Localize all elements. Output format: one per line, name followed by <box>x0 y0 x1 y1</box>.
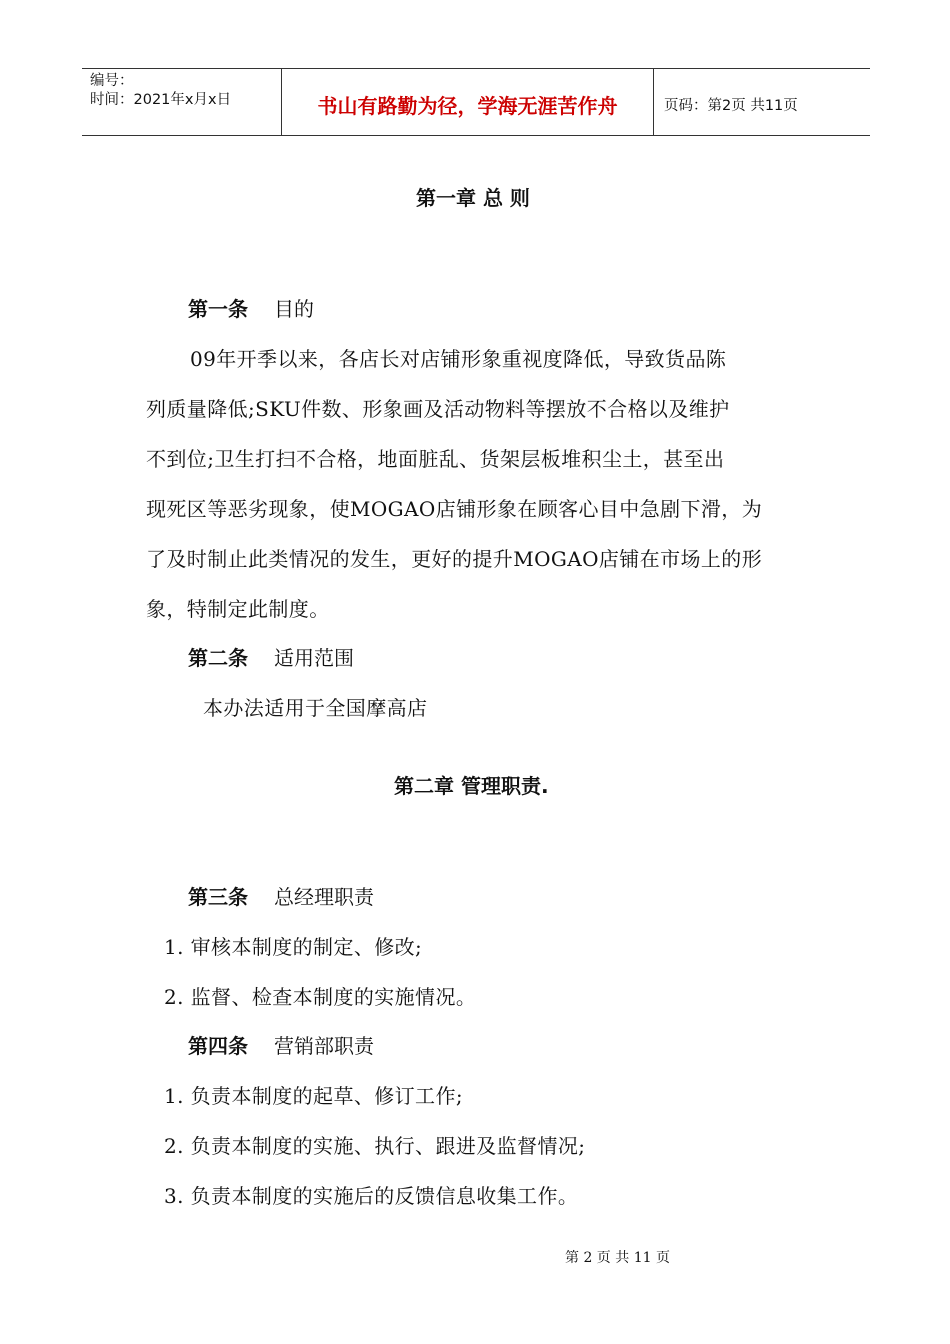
article-2-heading <box>188 642 354 671</box>
document-number-label: 编号： <box>90 73 134 89</box>
article-2-number: 第二条 <box>188 646 248 670</box>
article-2-title: 适用范围 <box>274 646 354 670</box>
article-1-line: 了及时制止此类情况的发生，更好的提升MOGAO店铺在市场上的形 <box>146 547 763 571</box>
article-4-item: 1. 负责本制度的起草、修订工作; <box>164 1084 463 1108</box>
document-time-label: 时间：2021年x月x日 <box>90 92 232 108</box>
article-1-line: 列质量降低;SKU件数、形象画及活动物料等摆放不合格以及维护 <box>146 397 730 421</box>
article-1-title: 目的 <box>274 297 314 321</box>
article-1-line: 09年开季以来，各店长对店铺形象重视度降低，导致货品陈 <box>190 347 727 371</box>
article-3-title: 总经理职责 <box>274 885 374 909</box>
article-4-item: 2. 负责本制度的实施、执行、跟进及监督情况; <box>164 1134 586 1158</box>
article-4-title: 营销部职责 <box>274 1034 374 1058</box>
page-header <box>82 68 870 136</box>
article-1-heading <box>188 293 314 322</box>
article-4-item: 3. 负责本制度的实施后的反馈信息收集工作。 <box>164 1184 579 1208</box>
article-3-heading <box>188 881 374 910</box>
article-4-number: 第四条 <box>188 1034 248 1058</box>
article-3-item: 2. 监督、检查本制度的实施情况。 <box>164 985 477 1009</box>
article-4-heading <box>188 1030 374 1059</box>
chapter-2-title: 第二章 管理职责. <box>394 774 549 798</box>
article-1-number: 第一条 <box>188 297 248 321</box>
header-motto: 书山有路勤为径，学海无涯苦作舟 <box>282 69 654 135</box>
article-1-line: 象，特制定此制度。 <box>146 597 330 621</box>
chapter-1-title: 第一章 总 则 <box>416 186 530 210</box>
article-1-line: 不到位;卫生打扫不合格，地面脏乱、货架层板堆积尘土，甚至出 <box>146 447 725 471</box>
page-footer: 第 2 页 共 11 页 <box>565 1250 670 1266</box>
article-3-number: 第三条 <box>188 885 248 909</box>
article-2-text: 本办法适用于全国摩高店 <box>203 696 428 720</box>
article-1-line: 现死区等恶劣现象，使MOGAO店铺形象在顾客心目中急剧下滑，为 <box>146 497 763 521</box>
header-meta <box>82 69 282 135</box>
header-page-info: 页码：第2页 共11页 <box>664 97 798 114</box>
article-3-item: 1. 审核本制度的制定、修改; <box>164 935 423 959</box>
